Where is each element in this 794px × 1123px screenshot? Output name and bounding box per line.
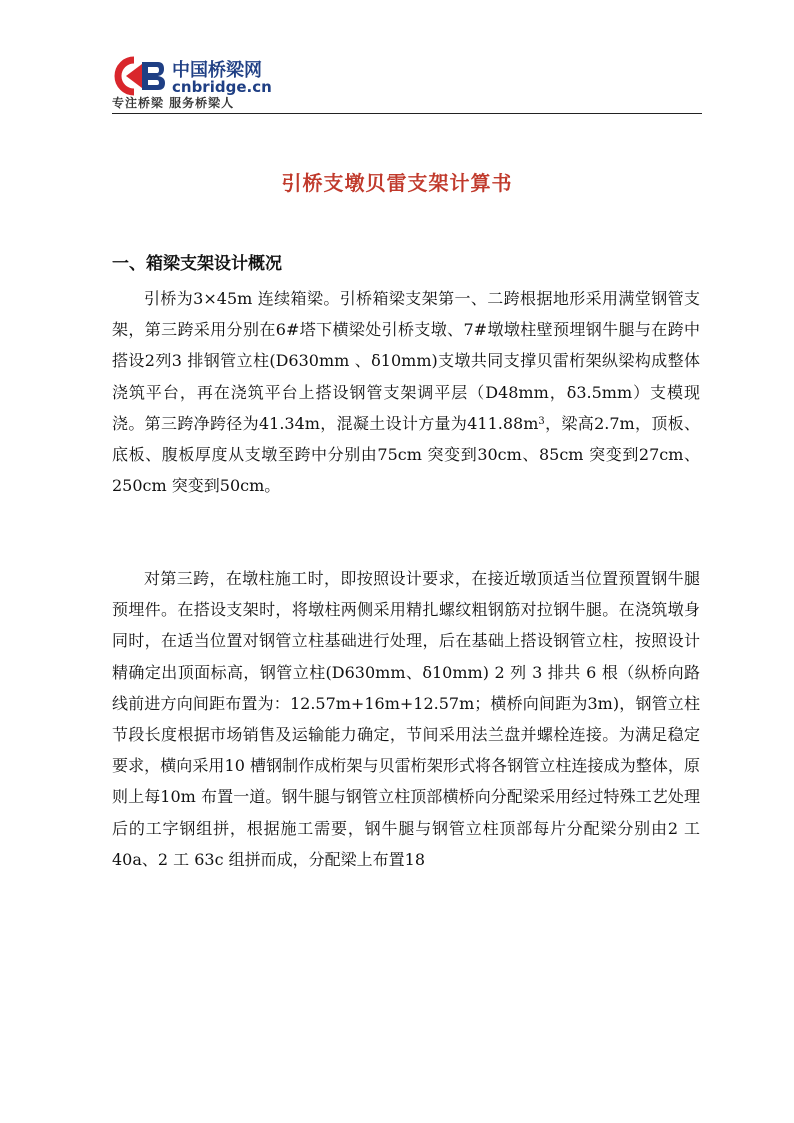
paragraph-2: [112, 563, 700, 875]
paragraph-1-text-b: ，梁高2.7m，顶板、底板、腹板厚度从支墩至跨中分别由75cm 突变到30cm、85cm 突变到27cm、250cm 突变到50cm。: [112, 413, 700, 496]
brand-name: 中国桥梁网: [172, 60, 262, 81]
document-title: 引桥支墩贝雷支架计算书: [281, 171, 513, 195]
paragraph-1: [112, 283, 700, 501]
paragraph-2-text: 对第三跨，在墩柱施工时，即按照设计要求，在接近墩顶适当位置预置钢牛腿预埋件。在搭设支架时，将墩柱两侧采用精扎螺纹粗钢筋对拉钢牛腿。在浇筑墩身同时，在适当位置对钢管立柱基础进行处理，后在基础上搭设钢管立柱，按照设计精确定出顶面标高，钢管立柱(D630mm、δ10mm) 2 列 3 排共 6 根（纵桥向路线前进方向间距布置为：12.57m+16m+12.57m；横桥向间距为3m)，钢管立柱节段长度根据市场销售及运输能力确定，节间采用法兰盘并螺栓连接。为满足稳定要求，横向采用10 槽钢制作成桁架与贝雷桁架形式将各钢管立柱连接成为整体，原则上每10m 布置一道。钢牛腿与钢管立柱顶部横桥向分配梁采用经过特殊工艺处理后的工字钢组拼，根据施工需要，钢牛腿与钢管立柱顶部每片分配梁分别由2 工 40a、2 工 63c 组拼而成，分配梁上布置18: [112, 569, 700, 869]
superscript-cubic: 3: [538, 415, 545, 427]
section-heading: 一、箱梁支架设计概况: [112, 254, 282, 274]
brand-tagline: 专注桥梁 服务桥梁人: [112, 96, 235, 110]
brand-url[interactable]: cnbridge.cn: [172, 78, 272, 96]
site-header: [112, 50, 702, 114]
paragraph-1-text-a: 引桥为3×45m 连续箱梁。引桥箱梁支架第一、二跨根据地形采用满堂钢管支架，第三跨采用分别在6#塔下横梁处引桥支墩、7#墩墩柱壁预埋钢牛腿与在跨中搭设2列3 排钢管立柱(D630mm 、δ10mm)支墩共同支撑贝雷桁架纵梁构成整体浇筑平台，再在浇筑平台上搭设钢管支架调平层（D48mm，δ3.5mm）支模现浇。第三跨净跨径为41.34m，混凝土设计方量为411.88m: [112, 289, 700, 433]
cnbridge-logo-icon: [112, 54, 168, 98]
header-divider: [112, 113, 702, 114]
